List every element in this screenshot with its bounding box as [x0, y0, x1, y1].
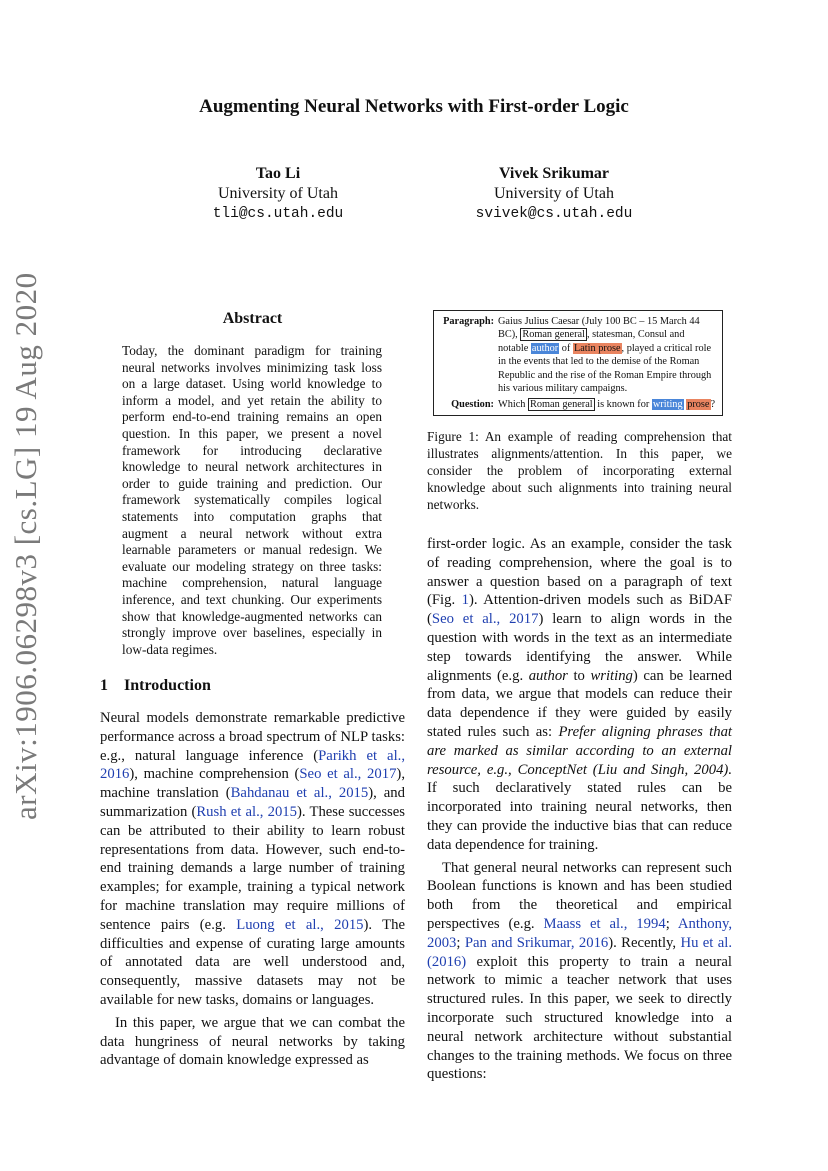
citation-link[interactable]: Luong et al., 2015 [236, 916, 364, 933]
citation-link[interactable]: Parikh et al., 2016 [100, 747, 406, 783]
question-text [498, 398, 716, 411]
emphasis: ). [723, 761, 732, 778]
text-span: ). The difficulties and expense of curating large amounts of annotated data are well understood and, consequently, massive datasets may not be available for new tasks, domains or languages. [100, 916, 406, 1008]
figure-question-row [440, 398, 716, 411]
aligned-phrase-orange: prose [687, 399, 710, 411]
citation-link[interactable]: Bahdanau et al., 2015 [230, 785, 369, 802]
text-span: is known for [594, 399, 652, 411]
text-span: ). Attention-driven models such as BiDAF ( [427, 592, 732, 628]
paragraph-text [498, 315, 716, 395]
text-span: , played a critical role in the events that led to the demise of the Roman Republic and the rise of the Roman Empire through his various military campaigns. [498, 342, 712, 395]
author-name: Tao Li [255, 165, 301, 182]
abstract-heading: Abstract [222, 310, 283, 327]
aligned-phrase-box: Roman general [522, 329, 585, 341]
author-name: Vivek Srikumar [498, 165, 610, 182]
aligned-phrase-blue: author [531, 342, 559, 354]
citation-link[interactable]: Rush et al., 2015 [196, 803, 297, 820]
text-span: If such declaratively stated rules can be incorporated into training neural networks, then they can provide the inductive bias that can reduce data dependence for training. [427, 780, 732, 853]
text-span: ) learn to align words in the question with words in the text as an intermediate step towards identifying the answer. While alignments (e.g. [427, 611, 732, 684]
text-span: Neural models demonstrate remarkable predictive performance across a broad spectrum of NLP tasks: e.g., natural language inference ( [100, 710, 405, 764]
aligned-phrase-box: Roman general [530, 399, 593, 411]
text-span: Gaius Julius Caesar (July 100 BC – 15 March 44 BC), [498, 316, 700, 341]
citation-link[interactable]: Maass et al., 1994 [543, 915, 666, 932]
citation-link[interactable]: Seo et al., 2017 [431, 611, 539, 628]
citation-link[interactable]: Hu et al. (2016) [427, 934, 733, 970]
figure-caption: Figure 1: An example of reading comprehension that illustrates alignments/attention. In this paper, we consider the problem of incorporating external knowledge about such alignments into training neural networks. [427, 429, 732, 512]
figure-paragraph-row [440, 315, 716, 395]
emphasis: Prefer aligning phrases that are marked as similar according to an external resource, e.g., ConceptNet ( [427, 723, 732, 778]
text-span: ). Recently, [608, 934, 681, 951]
paragraph-label: Paragraph: [443, 316, 494, 327]
text-span: That general neural networks can represent such Boolean functions is known and has been studied both from the theoretical and empirical perspectives (e.g. [427, 859, 732, 932]
question-label: Question: [451, 399, 494, 411]
author-block-1 [148, 164, 408, 224]
intro-paragraph-2: In this paper, we argue that we can combat the data hungriness of neural networks by taking advantage of domain knowledge expressed as [100, 1014, 405, 1069]
author-affiliation: University of Utah [218, 185, 338, 202]
citation-link[interactable]: Liu and Singh, 2004 [597, 761, 724, 778]
author-affiliation: University of Utah [494, 185, 614, 202]
body-paragraph-1 [427, 535, 732, 855]
text-span: ? [710, 399, 716, 411]
citation-link[interactable]: Seo et al., 2017 [299, 766, 397, 783]
text-span: first-order logic. As an example, consider the task of reading comprehension, where the goal is to answer a question based on a paragraph of text (Fig. [427, 536, 732, 609]
text-span: ; [456, 934, 465, 951]
citation-link[interactable]: Pan and Srikumar, 2016 [464, 934, 609, 951]
text-span: ) can be learned from data, we argue that models can reduce their data dependence if they were guided by easily stated rules such as: [427, 667, 732, 740]
text-span: , statesman, Consul and notable [498, 329, 685, 354]
text-span: Which [498, 399, 529, 411]
aligned-phrase-blue: writing [652, 399, 683, 411]
text-span: ), and summarization ( [100, 785, 405, 820]
text-span: ), machine comprehension ( [129, 766, 300, 783]
author-email: svivek@cs.utah.edu [475, 206, 633, 222]
aligned-phrase-orange: Latin prose [573, 342, 621, 354]
paper-title: Augmenting Neural Networks with First-order Logic [199, 96, 629, 117]
text-span: exploit this property to train a neural network to mimic a teacher network that uses structured rules. In this paper, we seek to directly incorporate such structured knowledge into a neural network architecture without substantial changes to the training methods. We focus on three questions: [427, 953, 732, 1083]
text-span: ; [665, 915, 678, 932]
emphasis: author [528, 667, 568, 684]
citation-link[interactable]: Anthony, 2003 [427, 915, 732, 951]
left-column [100, 709, 405, 1070]
arxiv-stamp: arXiv:1906.06298v3 [cs.LG] 19 Aug 2020 [8, 272, 43, 820]
text-span: ). These successes can be attributed to their ability to learn robust representations from data. However, such end-to-end training demands a large number of training examples; for example, training a typical network for machine translation may require millions of sentence pairs (e.g. [100, 803, 405, 933]
right-column [427, 535, 732, 1084]
figure-ref-link[interactable]: 1 [461, 592, 469, 609]
abstract-text: Today, the dominant paradigm for training neural networks involves minimizing task loss on a large dataset. Using world knowledge to inform a model, and yet retain the ability to perform end-to-end training remains an open question. In this paper, we present a novel framework for introducing declarative knowledge to neural network architectures in order to guide training and prediction. Our framework systematically compiles logical statements into computation graphs that augment a neural network without extra learnable parameters or manual redesign. We evaluate our modeling strategy on three tasks: machine comprehension, natural language inference, and text chunking. Our experiments show that knowledge-augmented networks can strongly improve over baselines, especially in low-data regimes. [122, 343, 382, 657]
intro-paragraph-1 [100, 709, 405, 1010]
text-span: ), machine translation ( [100, 766, 405, 802]
text-span: to [567, 667, 591, 684]
text-span: of [559, 342, 573, 354]
author-email: tli@cs.utah.edu [212, 206, 344, 222]
section-title: Introduction [124, 677, 211, 694]
figure-1 [433, 310, 723, 416]
body-paragraph-2 [427, 859, 732, 1085]
section-heading [100, 677, 211, 695]
section-number: 1 [100, 677, 108, 694]
emphasis: writing [590, 667, 633, 684]
author-block-2 [424, 164, 684, 224]
